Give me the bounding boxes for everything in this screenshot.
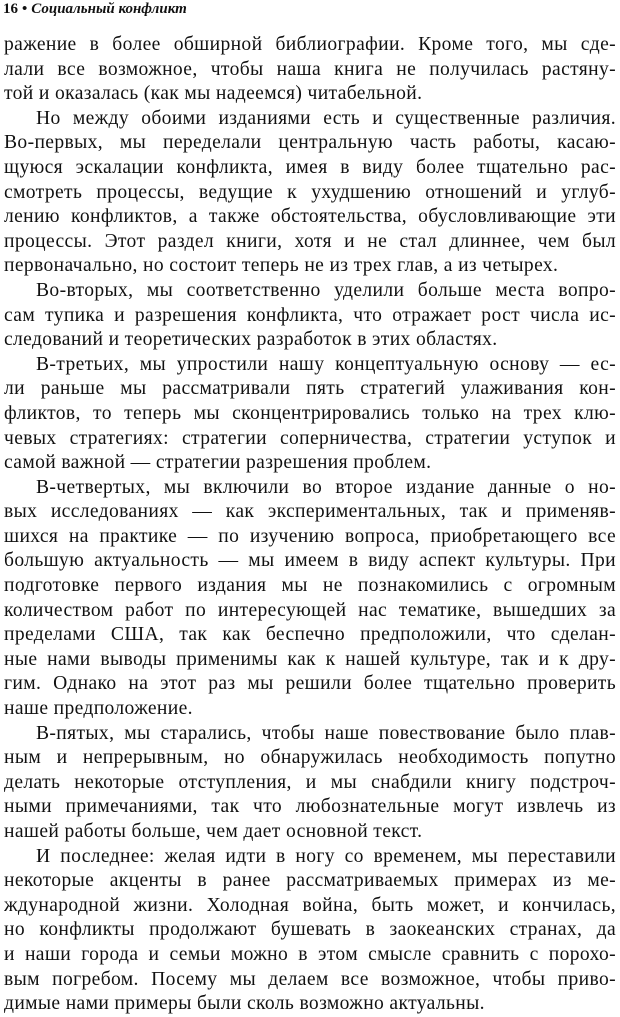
text-line: процессы. Этот раздел книги, хотя и не стал длиннее, чем был	[4, 230, 616, 252]
text-line: И последнее: желая идти в ногу со временем, мы переставили	[36, 845, 616, 867]
body-text	[4, 33, 616, 1017]
text-line: но конфликты продолжают бушевать в заокеанских странах, да	[4, 919, 616, 941]
text-line: ные нами выводы применимы как к нашей культуре, так и к дру-	[4, 648, 616, 670]
text-line: ждународной жизни. Холодная война, быть может, и кончилась,	[4, 894, 616, 916]
text-line: фликтов, то теперь мы сконцентрировались только на трех клю-	[4, 402, 616, 424]
paragraph	[4, 33, 616, 107]
text-line: щуюся эскалации конфликта, имея в виду более тщательно рас-	[4, 156, 616, 178]
text-line: Во-первых, мы переделали центральную часть работы, касаю-	[4, 132, 616, 154]
paragraph	[4, 845, 616, 1017]
paragraph	[4, 279, 616, 353]
running-head	[3, 0, 187, 18]
text-line: чевых стратегиях: стратегии соперничества, стратегии уступок и	[4, 427, 616, 449]
text-line: лению конфликтов, а также обстоятельства, обусловливающие эти	[4, 206, 616, 228]
text-line: подготовке первого издания мы не познакомились с огромным	[4, 575, 616, 597]
text-line: ражение в более обширной библиографии. Кроме того, мы сде-	[4, 34, 616, 55]
text-line: вым погребом. Посему мы делаем все возможное, чтобы приво-	[4, 968, 616, 990]
text-line: ным и непрерывным, но обнаружилась необходимость попутно	[4, 747, 616, 769]
text-line: ными примечаниями, так что любознательные могут извлечь из	[4, 796, 616, 818]
paragraph	[4, 476, 616, 722]
text-line: следований и теоретических разработок в этих областях.	[4, 329, 498, 351]
text-line: лали все возможное, чтобы наша книга не получилась растяну-	[4, 58, 616, 80]
text-line: ли раньше мы рассматривали пять стратегий улаживания кон-	[4, 378, 616, 400]
text-line: димые нами примеры были сколь возможно актуальны.	[4, 993, 485, 1015]
text-line: гим. Однако на этот раз мы решили более тщательно проверить	[4, 673, 616, 695]
running-head-separator: •	[22, 1, 28, 17]
text-line: самой важной — стратегии разрешения проблем.	[4, 452, 432, 474]
running-head-title: Социальный конфликт	[31, 1, 187, 17]
text-line: большую актуальность — мы имеем в виду аспект культуры. При	[4, 550, 616, 572]
text-line: и наши города и семьи можно в этом смысле сравнить с порохо-	[4, 943, 616, 965]
text-line: первоначально, но состоит теперь не из трех глав, а из четырех.	[4, 255, 559, 277]
text-line: той и оказалась (как мы надеемся) читабельной.	[4, 83, 423, 105]
text-line: В-пятых, мы старались, чтобы наше повествование было плав-	[36, 722, 616, 744]
text-line: Во-вторых, мы соответственно уделили больше места вопро-	[36, 279, 616, 301]
text-line: В-четвертых, мы включили во второе издание данные о но-	[36, 476, 616, 498]
text-line: некоторые акценты в ранее рассматриваемых примерах из ме-	[4, 870, 616, 892]
text-line: наше предположение.	[4, 698, 193, 720]
text-line: нашей работы больше, чем дает основной текст.	[4, 821, 423, 842]
page-number: 16	[3, 1, 18, 17]
text-line: количеством работ по интересующей нас тематике, вышедших за	[4, 599, 616, 621]
text-line: делать некоторые отступления, и мы снабдили книгу подстроч-	[4, 771, 616, 793]
text-line: Но между обоими изданиями есть и существенные различия.	[36, 107, 616, 129]
text-line: шихся на практике — по изучению вопроса, приобретающего все	[4, 525, 616, 547]
text-line: пределами США, так как беспечно предположили, что сделан-	[4, 624, 616, 646]
paragraph	[4, 722, 616, 845]
text-line: смотреть процессы, ведущие к ухудшению отношений и углуб-	[4, 181, 616, 203]
paragraph	[4, 107, 616, 279]
text-line: вых исследованиях — как экспериментальных, так и применяв-	[4, 501, 616, 523]
text-line: сам тупика и разрешения конфликта, что отражает рост числа ис-	[4, 304, 616, 326]
text-line: В-третьих, мы упростили нашу концептуальную основу — ес-	[36, 353, 616, 375]
paragraph	[4, 353, 616, 476]
